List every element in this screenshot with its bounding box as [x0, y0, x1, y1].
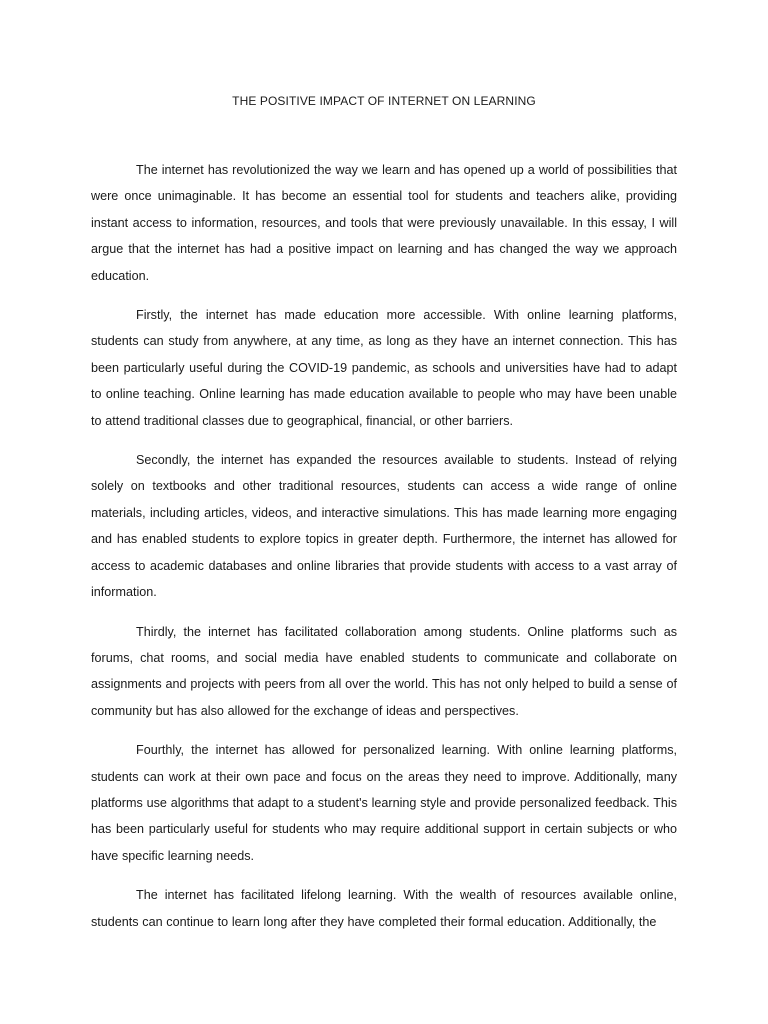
paragraph-4: Thirdly, the internet has facilitated collaboration among students. Online platforms such as forums, chat rooms, and social media have enabled students to communicate and collaborate on assignments and projects with peers from all over the world. This has not only helped to build a sense of community but has also allowed for the exchange of ideas and perspectives.	[91, 624, 677, 718]
document-body	[91, 157, 677, 948]
paragraph-3: Secondly, the internet has expanded the resources available to students. Instead of relying solely on textbooks and other traditional resources, students can access a wide range of online materials, including articles, videos, and interactive simulations. This has made learning more engaging and has enabled students to explore topics in greater depth. Furthermore, the internet has allowed for access to academic databases and online libraries that provide students with access to a vast array of information.	[91, 453, 677, 600]
paragraph-1: The internet has revolutionized the way we learn and has opened up a world of possibilities that were once unimaginable. It has become an essential tool for students and teachers alike, providing instant access to information, resources, and tools that were previously unavailable. In this essay, I will argue that the internet has had a positive impact on learning and has changed the way we approach education.	[91, 163, 677, 283]
paragraph-2: Firstly, the internet has made education more accessible. With online learning platforms, students can study from anywhere, at any time, as long as they have an internet connection. This has been particularly useful during the COVID-19 pandemic, as schools and universities have had to adapt to online teaching. Online learning has made education available to people who may have been unable to attend traditional classes due to geographical, financial, or other barriers.	[91, 308, 677, 428]
paragraph-6: The internet has facilitated lifelong learning. With the wealth of resources available online, students can continue to learn long after they have completed their formal education. Additionally, the	[91, 888, 677, 929]
paragraph-5: Fourthly, the internet has allowed for personalized learning. With online learning platforms, students can work at their own pace and focus on the areas they need to improve. Additionally, many platforms use algorithms that adapt to a student's learning style and provide personalized feedback. This has been particularly useful for students who may require additional support in certain subjects or who have specific learning needs.	[91, 743, 677, 863]
document-title: THE POSITIVE IMPACT OF INTERNET ON LEARNING	[232, 94, 536, 108]
